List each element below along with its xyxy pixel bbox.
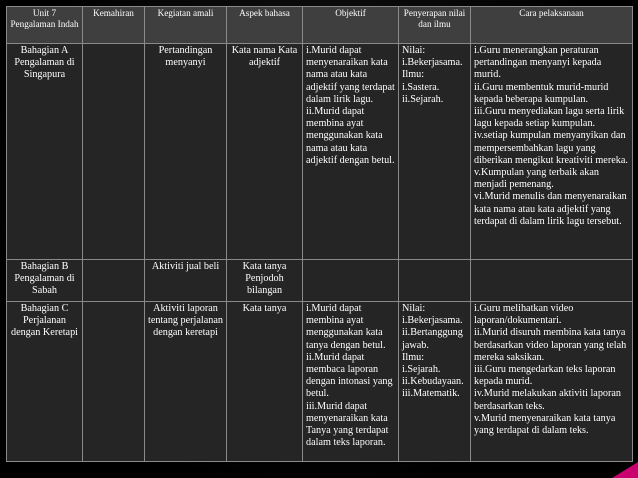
cell-objektif — [303, 260, 399, 302]
header-cara: Cara pelaksanaan — [471, 7, 633, 44]
cell-kegiatan: Aktiviti jual beli — [145, 260, 227, 302]
cell-cara — [471, 302, 633, 462]
table-row — [7, 44, 633, 260]
cell-nilai — [399, 44, 471, 260]
cell-objektif — [303, 44, 399, 260]
table-row — [7, 260, 633, 302]
cara-item: iv.Murid melakukan aktiviti laporan berdasarkan teks. — [474, 388, 622, 412]
cara-item: iv.setiap kumpulan menyanyikan dan mempersembahkan lagu yang diberikan mengikut kreativiti mereka. — [474, 130, 628, 166]
nilai-item: Ilmu: — [402, 69, 425, 81]
objektif-item: ii.Murid dapat membina ayat menggunakan kata nama atau kata adjektif dengan betul. — [306, 106, 395, 166]
cara-item: vi.Murid menulis dan menyenaraikan kata nama atau kata adjektif yang terdapat di dalam lirik lagu tersebut. — [474, 191, 627, 227]
cara-item: v.Murid menyenaraikan kata tanya yang terdapat di dalam teks. — [474, 412, 616, 437]
nilai-item: ii.Bertanggung jawab. — [402, 327, 463, 351]
cara-item: v.Kumpulan yang terbaik akan menjadi pemenang. — [474, 167, 599, 191]
cell-cara — [471, 260, 633, 302]
nilai-item: i.Bekerjasama. — [402, 315, 463, 327]
nilai-item: iii.Matematik. — [402, 388, 460, 400]
cell-unit: Bahagian B Pengalaman di Sabah — [7, 260, 83, 302]
objektif-item: i.Murid dapat membina ayat menggunakan kata tanya dengan betul. — [306, 303, 386, 351]
nilai-item: Nilai: — [402, 303, 426, 314]
nilai-item: i.Sastera. — [402, 81, 440, 93]
cara-item: iii.Guru mengedarkan teks laporan kepada murid. — [474, 364, 616, 388]
nilai-item: i.Sejarah. — [402, 364, 441, 376]
cara-item: i.Guru melihatkan video laporan/dokumentari. — [474, 303, 574, 327]
nilai-item: ii.Sejarah. — [402, 93, 444, 105]
cara-item: iii.Guru menyediakan lagu serta lirik lagu kepada setiap kumpulan. — [474, 106, 625, 130]
header-kegiatan: Kegiatan amali — [145, 7, 227, 44]
cell-aspek: Kata nama Kata adjektif — [227, 44, 303, 260]
nilai-item: ii.Kebudayaan. — [402, 376, 464, 388]
cell-nilai — [399, 260, 471, 302]
header-row — [7, 7, 633, 44]
cell-kemahiran — [83, 302, 145, 462]
cell-kemahiran — [83, 260, 145, 302]
nilai-item: i.Bekerjasama. — [402, 57, 463, 69]
cell-kegiatan: Aktiviti laporan tentang perjalanan dengan keretapi — [145, 302, 227, 462]
nilai-item: Nilai: — [402, 45, 426, 56]
cell-kemahiran — [83, 44, 145, 260]
cara-item: ii.Murid disuruh membina kata tanya berdasarkan video laporan yang telah mereka saksikan. — [474, 327, 627, 363]
table-row — [7, 302, 633, 462]
cell-nilai — [399, 302, 471, 462]
cara-item: i.Guru menerangkan peraturan pertandingan menyanyi kepada murid. — [474, 45, 602, 81]
header-aspek: Aspek bahasa — [227, 7, 303, 44]
cell-kegiatan: Pertandingan menyanyi — [145, 44, 227, 260]
objektif-item: i.Murid dapat menyenaraikan kata nama atau kata adjektif yang terdapat dalam lirik lagu. — [306, 45, 395, 105]
header-objektif: Objektif — [303, 7, 399, 44]
cell-cara — [471, 44, 633, 260]
cara-item: ii.Guru membentuk murid-murid kepada beberapa kumpulan. — [474, 81, 609, 105]
slide-corner-accent — [612, 462, 638, 478]
nilai-item: Ilmu: — [402, 351, 425, 363]
header-nilai: Penyerapan nilai dan ilmu — [399, 7, 471, 44]
cell-unit: Bahagian A Pengalaman di Singapura — [7, 44, 83, 260]
objektif-item: ii.Murid dapat membaca laporan dengan intonasi yang betul. — [306, 351, 393, 400]
lesson-plan-table — [6, 6, 633, 462]
cell-aspek: Kata tanya Penjodoh bilangan — [227, 260, 303, 302]
cell-unit: Bahagian C Perjalanan dengan Keretapi — [7, 302, 83, 462]
objektif-item: iii.Murid dapat menyenaraikan kata Tanya yang terdapat dalam teks laporan. — [306, 400, 389, 449]
cell-aspek: Kata tanya — [227, 302, 303, 462]
cell-objektif — [303, 302, 399, 462]
header-kemahiran: Kemahiran — [83, 7, 145, 44]
header-unit: Unit 7 Pengalaman Indah — [7, 7, 83, 44]
